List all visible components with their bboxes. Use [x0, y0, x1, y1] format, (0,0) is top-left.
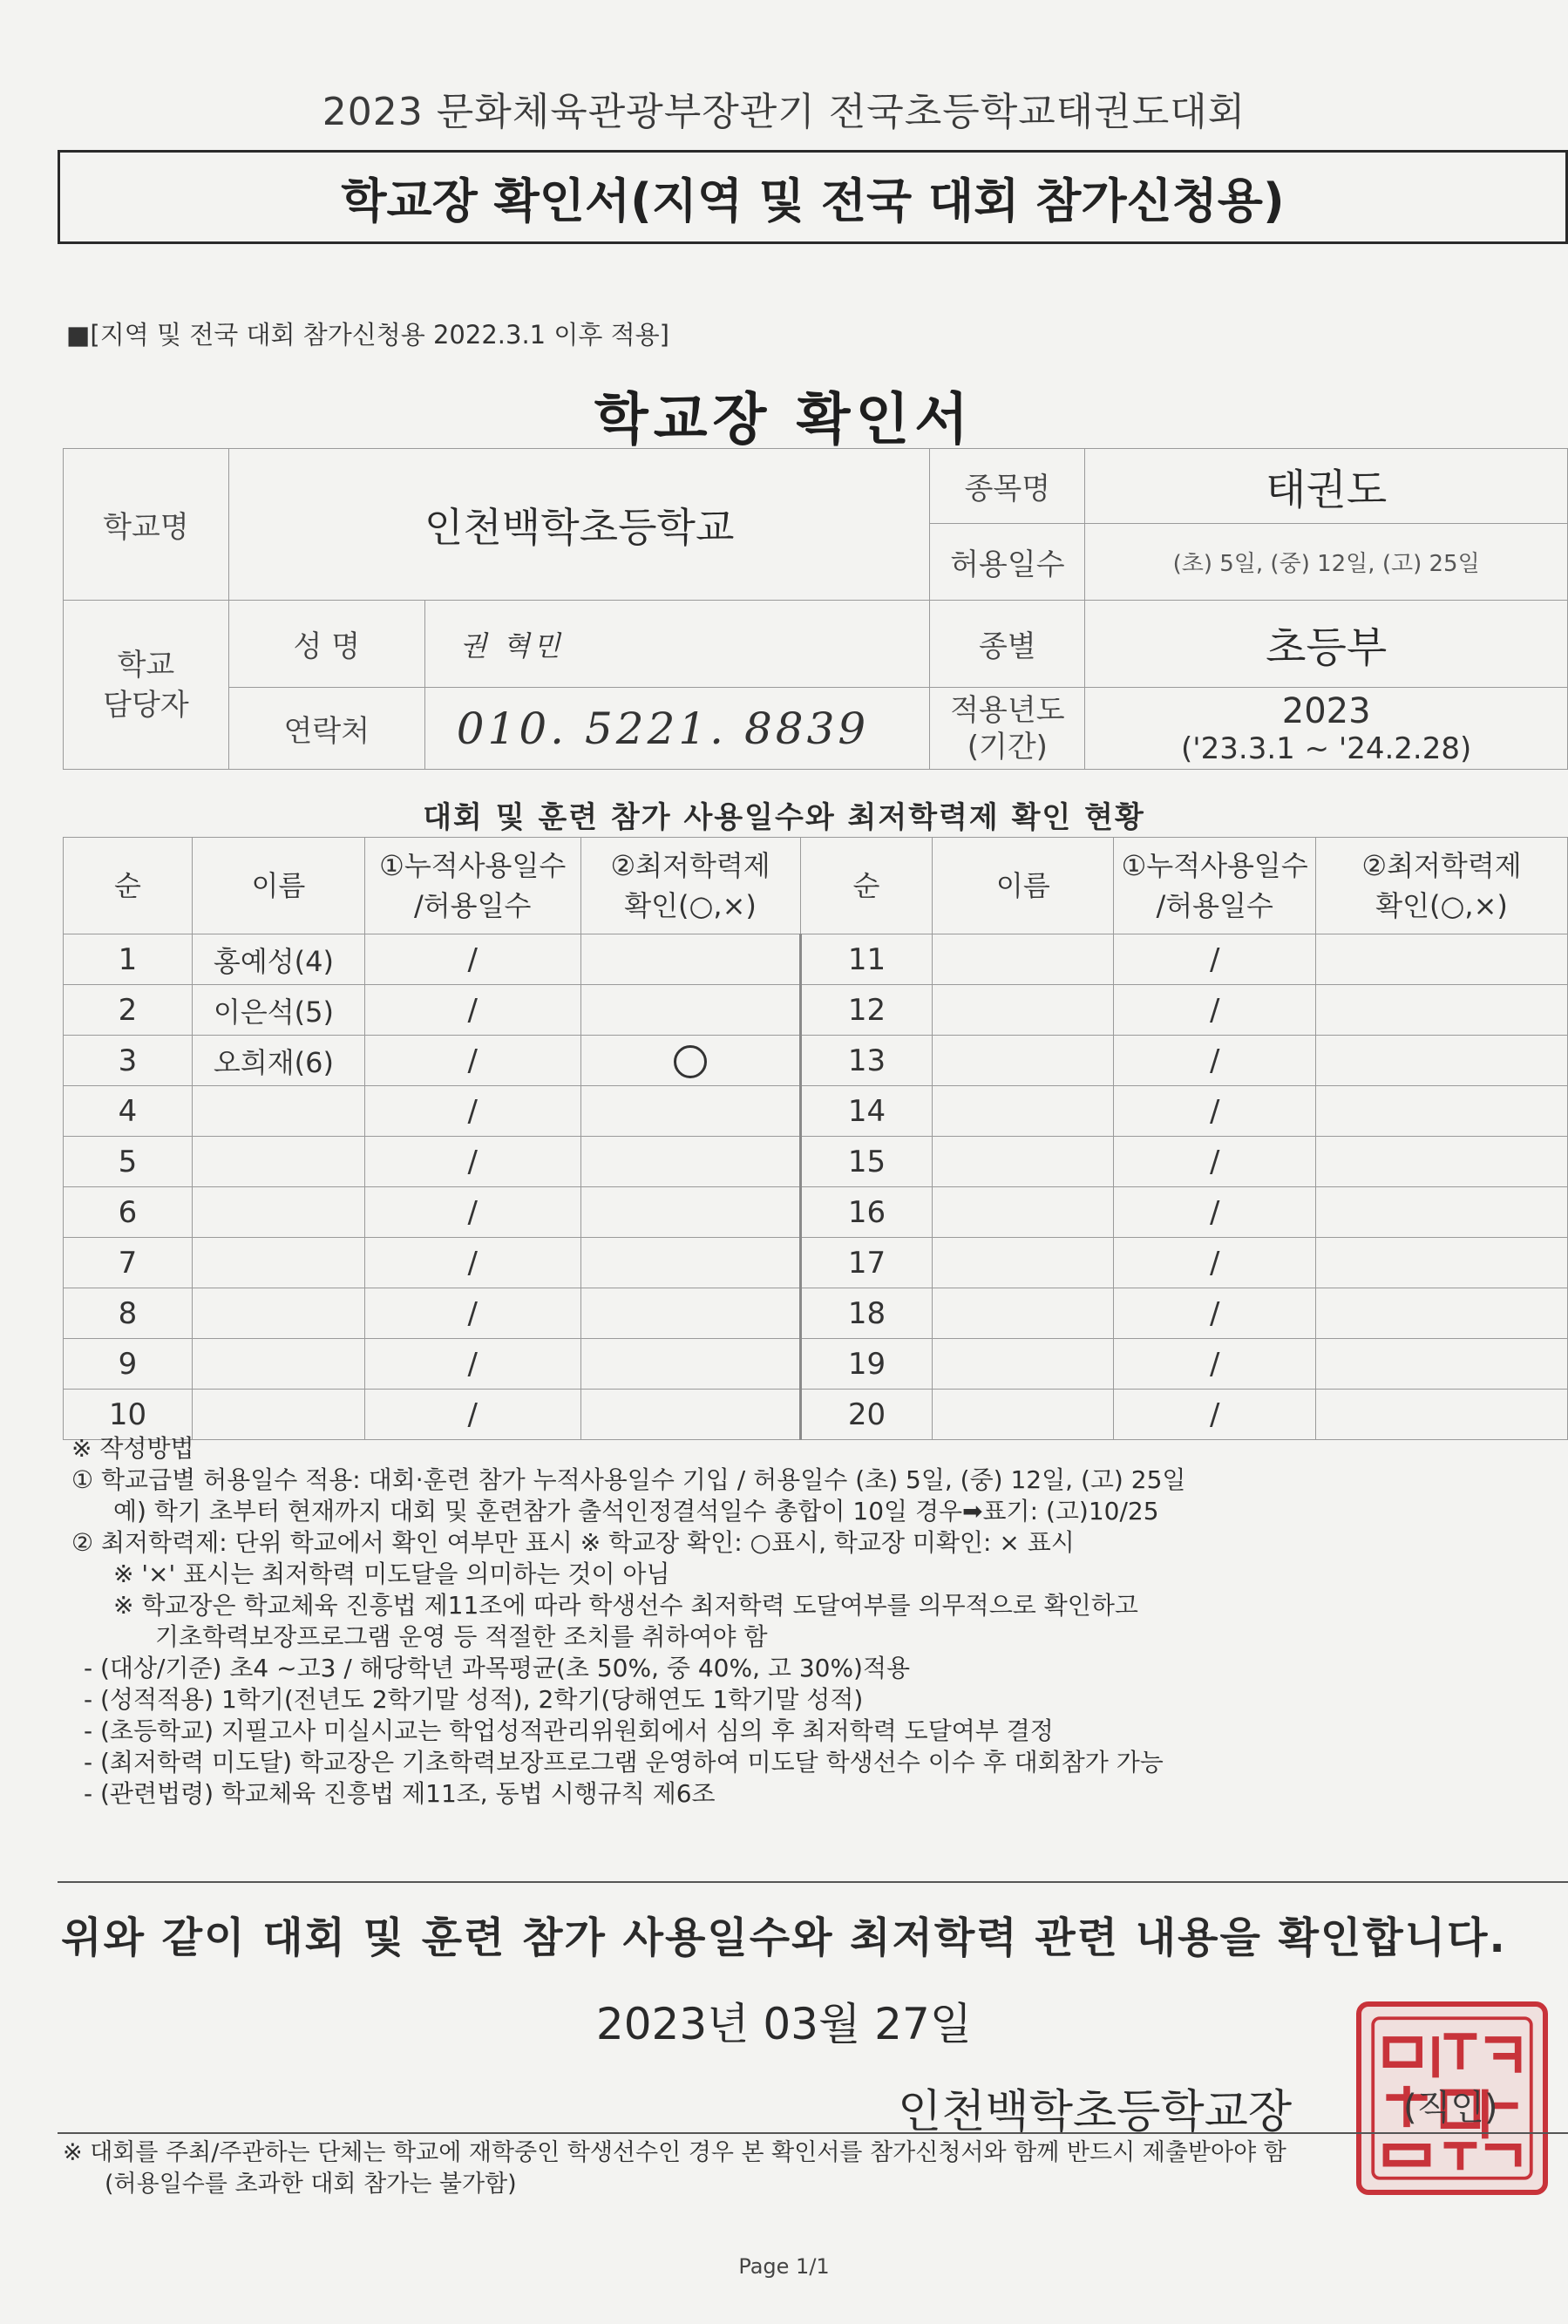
used-days: / [364, 1339, 580, 1390]
row-number: 3 [64, 1036, 193, 1086]
row-number: 20 [800, 1390, 933, 1440]
min-academic-check [580, 1137, 800, 1187]
page-number: Page 1/1 [738, 2254, 830, 2279]
min-academic-check [580, 1288, 800, 1339]
school-name-label: 학교명 [64, 449, 229, 601]
row-number: 15 [800, 1137, 933, 1187]
col-header-name: 이름 [192, 838, 364, 934]
applicability-note: ■[지역 및 전국 대회 참가신청용 2022.3.1 이후 적용] [66, 320, 669, 350]
year-period: ('23.3.1 ~ '24.2.28) [1181, 730, 1472, 766]
used-days: / [1114, 1187, 1316, 1238]
rule-2-note-a: ※ '×' 표시는 최저학력 미도달을 의미하는 것이 아님 [113, 1560, 670, 1588]
table-row [64, 1036, 1568, 1086]
min-academic-check [1316, 1187, 1568, 1238]
col-header-check: ②최저학력제 확인(○,×) [580, 838, 800, 934]
footer-note-line-1: ※ 대회를 주최/주관하는 단체는 학교에 재학중인 학생선수인 경우 본 확인서를 참가신청서와 함께 반드시 제출받아야 함 [63, 2139, 1286, 2166]
col-header-days: ①누적사용일수 /허용일수 [1114, 838, 1316, 934]
used-days: / [1114, 1086, 1316, 1137]
used-days: / [1114, 1238, 1316, 1288]
used-days: / [364, 1086, 580, 1137]
used-days: / [364, 1288, 580, 1339]
issue-date: 2023년 03월 27일 [595, 1999, 973, 2049]
rule-2: ② 최저학력제: 단위 학교에서 확인 여부만 표시 ※ 학교장 확인: ○표시, 학교장 미확인: × 표시 [71, 1528, 1075, 1557]
min-academic-check [580, 1086, 800, 1137]
used-days: / [1114, 1339, 1316, 1390]
table-row [64, 1390, 1568, 1440]
used-days: / [364, 985, 580, 1036]
used-days: / [364, 1390, 580, 1440]
col-header-check: ②최저학력제 확인(○,×) [1316, 838, 1568, 934]
manager-contact-handwritten: 010. 5221. 8839 [424, 688, 930, 770]
used-days: / [1114, 985, 1316, 1036]
col-header-no: 순 [64, 838, 193, 934]
used-days: / [364, 1137, 580, 1187]
table-row [64, 1187, 1568, 1238]
row-number: 18 [800, 1288, 933, 1339]
manager-name-label: 성 명 [228, 601, 424, 688]
table-row [64, 934, 1568, 985]
student-name [933, 1288, 1114, 1339]
row-number: 5 [64, 1137, 193, 1187]
used-days: / [364, 1187, 580, 1238]
student-name [192, 1339, 364, 1390]
used-days: / [1114, 1036, 1316, 1086]
seal-label: (직인) [1403, 2088, 1498, 2128]
section-title: 대회 및 훈련 참가 사용일수와 최저학력제 확인 현황 [423, 800, 1145, 835]
row-number: 10 [64, 1390, 193, 1440]
student-name [192, 1288, 364, 1339]
student-name [192, 1137, 364, 1187]
row-number: 12 [800, 985, 933, 1036]
used-days: / [1114, 1137, 1316, 1187]
min-academic-check [1316, 1339, 1568, 1390]
detail-law: - (관련법령) 학교체육 진흥법 제11조, 동법 시행규칙 제6조 [84, 1779, 716, 1808]
row-number: 8 [64, 1288, 193, 1339]
school-name-value: 인천백학초등학교 [228, 449, 930, 601]
min-academic-check [1316, 1036, 1568, 1086]
used-days: / [1114, 934, 1316, 985]
manager-name-handwritten: 권 혁민 [424, 601, 930, 688]
student-name: 이은석(5) [192, 985, 364, 1036]
principal-name: 인천백학초등학교장 [898, 2086, 1293, 2138]
student-name [192, 1238, 364, 1288]
student-name [192, 1187, 364, 1238]
row-number: 7 [64, 1238, 193, 1288]
student-name [933, 1086, 1114, 1137]
table-row [64, 1086, 1568, 1137]
row-number: 11 [800, 934, 933, 985]
detail-grades: - (성적적용) 1학기(전년도 2학기말 성적), 2학기(당해연도 1학기말 성적) [84, 1685, 864, 1714]
student-name: 오희재(6) [192, 1036, 364, 1086]
student-name [933, 1036, 1114, 1086]
manager-label: 학교 담당자 [64, 601, 229, 770]
row-number: 19 [800, 1339, 933, 1390]
rule-2-note-b: ※ 학교장은 학교체육 진흥법 제11조에 따라 학생선수 최저학력 도달여부를 의무적으로 확인하고 [113, 1591, 1138, 1620]
detail-elementary: - (초등학교) 지필고사 미실시교는 학업성적관리위원회에서 심의 후 최저학력 도달여부 결정 [84, 1716, 1054, 1745]
allowed-days-value: (초) 5일, (중) 12일, (고) 25일 [1085, 524, 1568, 601]
used-days: / [364, 1036, 580, 1086]
page-title: 학교장 확인서 [594, 388, 974, 452]
student-name [933, 1137, 1114, 1187]
min-academic-check [580, 934, 800, 985]
min-academic-check [1316, 1288, 1568, 1339]
table-row [64, 1339, 1568, 1390]
min-academic-check [580, 1339, 800, 1390]
sport-value: 태권도 [1085, 449, 1568, 524]
student-name [933, 1390, 1114, 1440]
min-academic-check [1316, 1137, 1568, 1187]
table-row [64, 1137, 1568, 1187]
division-label: 종별 [930, 601, 1085, 688]
min-academic-check [580, 985, 800, 1036]
min-academic-check [1316, 985, 1568, 1036]
min-academic-check [580, 1238, 800, 1288]
row-number: 17 [800, 1238, 933, 1288]
min-academic-check [1316, 1238, 1568, 1288]
min-academic-check [580, 1187, 800, 1238]
year-cell [1085, 688, 1568, 770]
footer-note [63, 2137, 1544, 2200]
row-number: 9 [64, 1339, 193, 1390]
year-label: 적용년도 (기간) [930, 688, 1085, 770]
detail-unmet: - (최저학력 미도달) 학교장은 기초학력보장프로그램 운영하여 미도달 학생선수 이수 후 대회참가 가능 [84, 1748, 1164, 1777]
detail-target: - (대상/기준) 초4 ~고3 / 해당학년 과목평균(초 50%, 중 40%, 고 30%)적용 [84, 1654, 911, 1682]
table-row [64, 985, 1568, 1036]
school-info-table [63, 448, 1568, 770]
student-name [933, 934, 1114, 985]
table-row [64, 1288, 1568, 1339]
allowed-days-label: 허용일수 [930, 524, 1085, 601]
student-name [933, 1339, 1114, 1390]
min-academic-check [1316, 1086, 1568, 1137]
event-title: 2023 문화체육관광부장관기 전국초등학교태권도대회 [322, 90, 1246, 134]
rule-1: ① 학교급별 허용일수 적용: 대회·훈련 참가 누적사용일수 기입 / 허용일수 (초) 5일, (중) 12일, (고) 25일 [71, 1465, 1186, 1494]
row-number: 13 [800, 1036, 933, 1086]
row-number: 16 [800, 1187, 933, 1238]
col-header-days: ①누적사용일수 /허용일수 [364, 838, 580, 934]
confirmation-statement: 위와 같이 대회 및 훈련 참가 사용일수와 최저학력 관련 내용을 확인합니다. [61, 1913, 1507, 1962]
min-academic-check [1316, 934, 1568, 985]
divider [58, 1881, 1568, 1883]
used-days: / [1114, 1288, 1316, 1339]
row-number: 1 [64, 934, 193, 985]
min-academic-check [580, 1390, 800, 1440]
division-value: 초등부 [1085, 601, 1568, 688]
table-row [64, 1238, 1568, 1288]
student-name [933, 985, 1114, 1036]
col-header-name: 이름 [933, 838, 1114, 934]
rule-1-example: 예) 학기 초부터 현재까지 대회 및 훈련참가 출석인정결석일수 총합이 10일 경우➡표기: (고)10/25 [113, 1497, 1159, 1526]
student-name [933, 1238, 1114, 1288]
row-number: 4 [64, 1086, 193, 1137]
form-title-box: 학교장 확인서(지역 및 전국 대회 참가신청용) [58, 150, 1568, 244]
roster-table [63, 837, 1568, 1440]
instructions [71, 1433, 1553, 1810]
row-number: 6 [64, 1187, 193, 1238]
row-number: 2 [64, 985, 193, 1036]
used-days: / [364, 934, 580, 985]
rule-2-note-c: 기초학력보장프로그램 운영 등 적절한 조치를 취하여야 함 [155, 1622, 768, 1651]
row-number: 14 [800, 1086, 933, 1137]
used-days: / [364, 1238, 580, 1288]
min-academic-check [580, 1036, 800, 1086]
check-circle-mark [674, 1045, 707, 1078]
student-name [192, 1086, 364, 1137]
sport-label: 종목명 [930, 449, 1085, 524]
col-header-no: 순 [800, 838, 933, 934]
manager-contact-label: 연락처 [228, 688, 424, 770]
student-name [933, 1187, 1114, 1238]
student-name [192, 1390, 364, 1440]
divider [58, 2132, 1568, 2134]
instructions-heading: ※ 작성방법 [71, 1434, 194, 1463]
student-name: 홍예성(4) [192, 934, 364, 985]
footer-note-line-2: (허용일수를 초과한 대회 참가는 불가함) [105, 2171, 517, 2198]
used-days: / [1114, 1390, 1316, 1440]
min-academic-check [1316, 1390, 1568, 1440]
year-value: 2023 [1281, 690, 1371, 731]
